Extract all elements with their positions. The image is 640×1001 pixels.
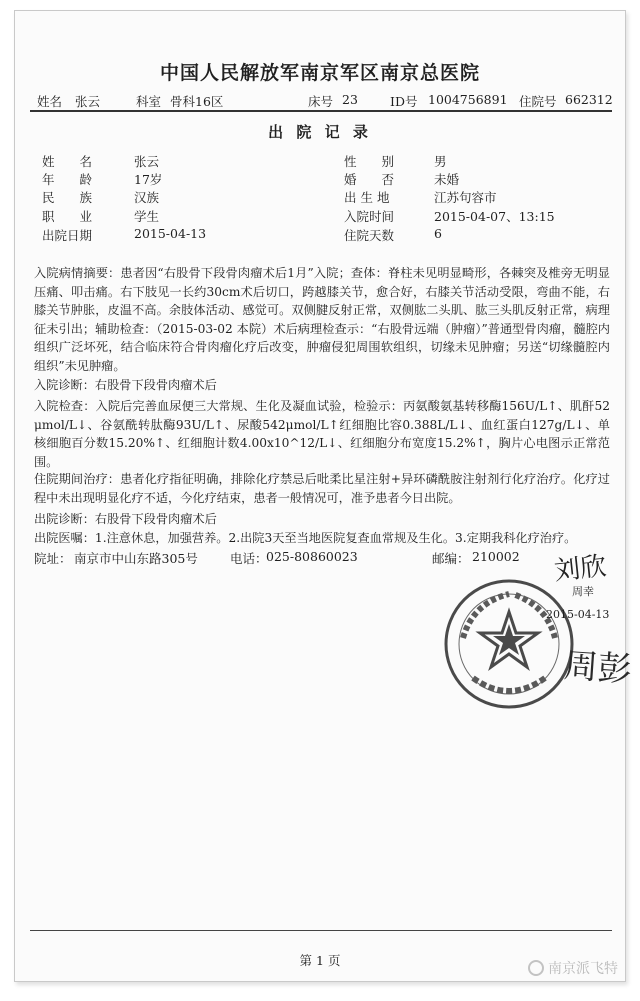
header-name: 张云 [75,94,101,109]
header-adm-label: 住院号 [519,94,557,109]
doctor-name: 周幸 [572,585,594,598]
discharge-advice: 出院医嘱：1.注意休息，加强营养。2.出院3天至当地医院复查血常规及生化。3.定期我科化疗治疗。 [34,531,577,545]
header-id-label: ID号 [390,94,418,109]
page-number: 第 1 页 [299,953,341,968]
header-dept: 骨科16区 [170,94,224,109]
footer-rule [30,930,612,931]
header-rule [30,110,612,112]
info-days: 6 [434,226,442,241]
info-name: 张云 [134,154,160,169]
info-age-label: 年 龄 [42,172,93,187]
admission-exam: 入院检查：入院后完善血尿便三大常规、生化及凝血试验，检验示：丙氨酸氨基转移酶156U/L↑、肌酐52μmol/L↓、谷氨酰转肽酶93U/L↑、尿酸542μmol/L↑红细胞比容0.388L/L↓、血红蛋白127g/L↓、单核细胞百分数15.20%↑、红细胞计数4.00x10^12/L↓、红细胞分布宽度15.2%↑，胸片心电图示正常范围。 [34,399,610,469]
header-dept-label: 科室 [136,94,162,109]
info-age: 17岁 [134,172,163,187]
info-job-label: 职 业 [42,209,93,224]
postcode-label: 邮编： [432,551,470,566]
watermark [528,958,618,978]
wechat-icon [528,960,544,976]
header-adm: 662312 [565,92,613,107]
discharge-diagnosis: 出院诊断：右股骨下段骨肉瘤术后 [34,512,217,526]
hospital-seal-stamp [443,578,575,710]
info-birth: 江苏句容市 [434,190,497,205]
header-bed-label: 床号 [308,94,334,109]
info-ethnic: 汉族 [134,190,160,205]
info-sex: 男 [434,154,447,169]
phone-label: 电话： [230,551,268,566]
info-job: 学生 [134,209,160,224]
address: 南京市中山东路305号 [74,551,198,566]
info-sex-label: 性 别 [344,154,395,169]
postcode: 210002 [472,549,520,564]
info-admit: 2015-04-07、13:15 [434,209,555,224]
header-name-label: 姓名 [37,94,63,109]
header-bed: 23 [342,92,358,107]
doctor-signature: 刘欣 [552,551,608,587]
info-discharge-label: 出院日期 [42,228,93,243]
info-marital: 未婚 [434,172,460,187]
info-admit-label: 入院时间 [344,209,395,224]
phone: 025-80860023 [266,549,358,564]
record-title: 出 院 记 录 [268,123,372,141]
admission-summary: 入院病情摘要：患者因“右股骨下段骨肉瘤术后1月”入院；查体：脊柱未见明显畸形，各棘突及椎旁无明显压痛、叩击痛。右下肢见一长约30cm术后切口，跨越膝关节，愈合好，右膝关节活动受限，弯曲不能，右膝关节肿胀，皮温不高。余肢体活动、感觉可。双侧腱反射正常，双侧肱二头肌、肱三头肌反射正常，病理征未引出；辅助检查：（2015-03-02 本院）术后病理检查示：“右股骨远端（肿瘤）”普通型骨肉瘤，髓腔内组织广泛坏死，结合临床符合骨肉瘤化疗后改变，肿瘤侵犯周围软组织，切缘未见肿瘤；另送“切缘髓腔内组织”未见肿瘤。 [34,266,610,373]
director-signature: 周彭 [562,645,634,691]
hospital-title: 中国人民解放军南京军区南京总医院 [159,62,480,84]
info-days-label: 住院天数 [344,228,395,243]
address-label: 院址： [34,551,72,566]
stamp-date: 2015-04-13 [546,608,610,621]
hospital-treatment: 住院期间治疗：患者化疗指征明确，排除化疗禁忌后吡柔比星注射+异环磷酰胺注射剂行化疗治疗。化疗过程中未出现明显化疗不适，今化疗结束，患者一般情况可，准予患者今日出院。 [34,472,610,505]
info-marital-label: 婚 否 [344,172,395,187]
header-id: 1004756891 [428,92,508,107]
info-discharge: 2015-04-13 [134,226,207,241]
info-name-label: 姓 名 [42,154,93,169]
watermark-text: 南京派飞特 [548,961,618,977]
admission-diagnosis: 入院诊断：右股骨下段骨肉瘤术后 [34,378,217,392]
info-ethnic-label: 民 族 [42,190,93,205]
info-birth-label: 出 生 地 [344,190,390,205]
